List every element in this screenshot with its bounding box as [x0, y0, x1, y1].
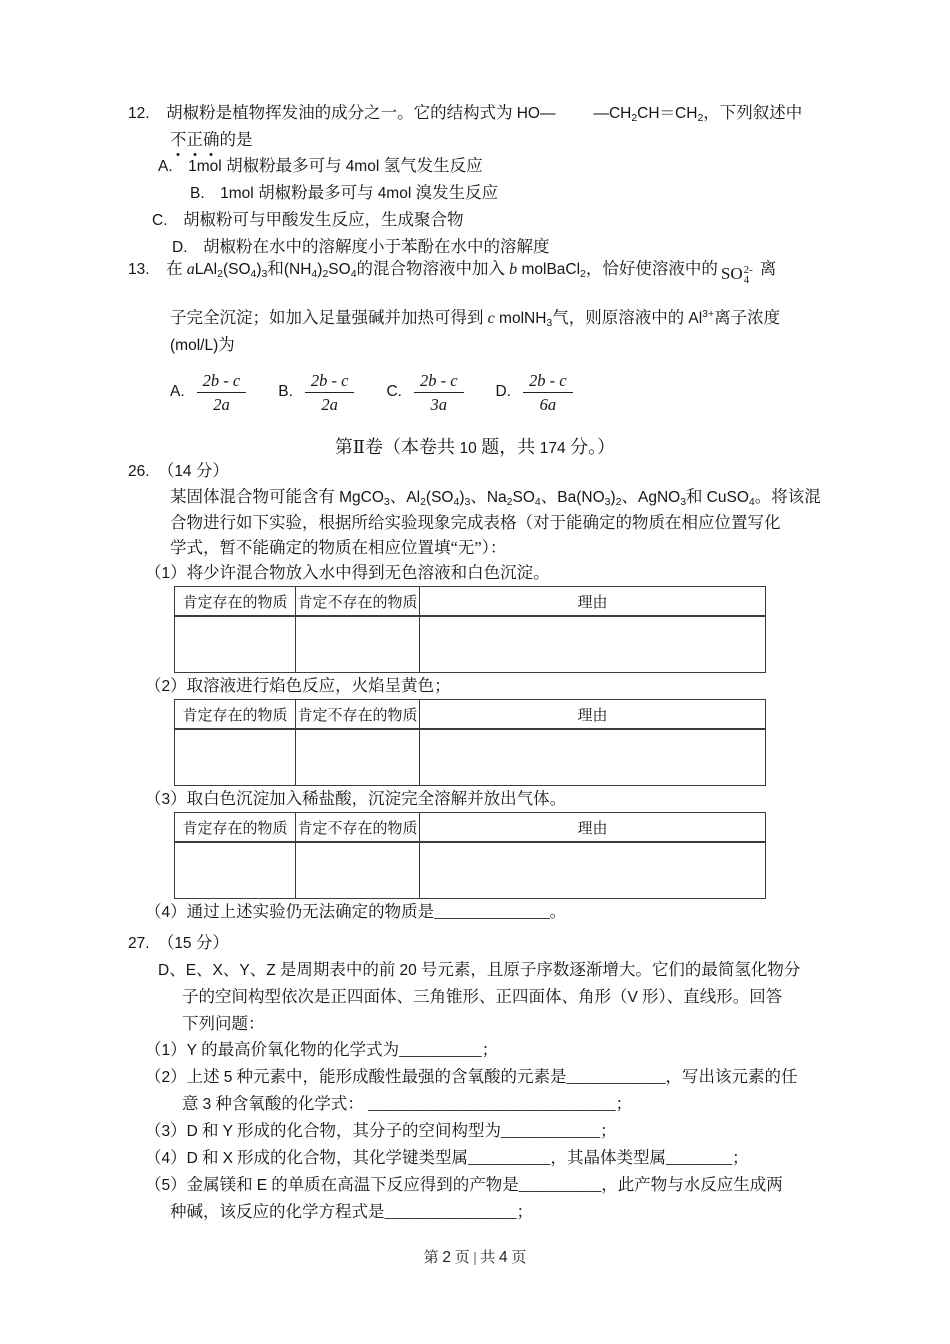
q13-option-b	[278, 370, 354, 415]
q12-stem-line-2: 不正确的是	[170, 127, 950, 153]
q27-item-5-line-1: （5）金属镁和 E 的单质在高温下反应得到的产物是__________，此产物与水反应生成两	[145, 1175, 783, 1194]
q13-stem-line-2: 子完全沉淀；如加入足量强碱并加热可得到 c molNH$_3$气，则原溶液中的 $Al^{3+}$离子浓度	[170, 308, 781, 329]
q26-table-3-answer-row	[175, 842, 766, 899]
question-13	[0, 256, 950, 419]
q12-stem-line-1: 12. 胡椒粉是植物挥发油的成分之一。它的结构式为 HO— $—CH_2CH=CH_2$，下列叙述中	[128, 103, 803, 124]
q13-stem-line-3: (mol/L)为	[170, 335, 235, 354]
table-blank-cell	[296, 729, 420, 786]
q26-table-1	[174, 586, 766, 673]
q27-heading: 27. （15 分）	[128, 933, 229, 952]
table-blank-cell	[420, 729, 766, 786]
q27-item-4: （4）D 和 X 形成的化合物，其化学键类型属__________，其晶体类型属________；	[145, 1148, 749, 1167]
question-27	[0, 930, 950, 1225]
q13-option-c-fraction: $\frac{2b - c}{3a}$	[414, 370, 464, 415]
q27-stem-line-2: 子的空间构型依次是正四面体、三角锥形、正四面体、角形（V 形）、直线形。回答	[182, 987, 783, 1006]
q26-item-1: （1）将少许混合物放入水中得到无色溶液和白色沉淀。	[145, 563, 550, 582]
q27-item-2-line-1: （2）上述 5 种元素中，能形成酸性最强的含氧酸的元素是____________，写出该元素的任	[145, 1067, 798, 1086]
q12-option-c: C. 胡椒粉可与甲酸发生反应，生成聚合物	[152, 210, 464, 229]
q26-table-2-header-row	[175, 700, 766, 730]
table-header-present: 肯定存在的物质	[175, 813, 296, 843]
q26-table-1-header-row	[175, 587, 766, 617]
table-header-present: 肯定存在的物质	[175, 700, 296, 730]
q27-item-5-line-2: 种碱，该反应的化学方程式是________________；	[170, 1202, 533, 1221]
q26-item-2: （2）取溶液进行焰色反应，火焰呈黄色；	[145, 676, 451, 695]
table-header-reason: 理由	[420, 813, 766, 843]
q26-item-4: （4）通过上述实验仍无法确定的物质是______________。	[145, 902, 567, 921]
q12-option-d: D. 胡椒粉在水中的溶解度小于苯酚在水中的溶解度	[172, 237, 550, 256]
section-2-title: 第Ⅱ卷（本卷共 10 题，共 174 分。）	[334, 437, 616, 457]
q13-options-row	[170, 365, 950, 419]
q13-option-d-fraction: $\frac{2b - c}{6a}$	[523, 370, 573, 415]
q27-stem-line-3: 下列问题：	[182, 1014, 265, 1033]
q27-stem-line-1: D、E、X、Y、Z 是周期表中的前 20 号元素，且原子序数逐渐增大。它们的最简氢化物分	[158, 960, 801, 979]
table-header-absent: 肯定不存在的物质	[296, 813, 420, 843]
q13-option-c	[386, 370, 463, 415]
q26-table-3	[174, 812, 766, 899]
q13-option-c-label: C.	[386, 383, 402, 400]
q13-option-b-label: B.	[278, 383, 293, 400]
question-26	[0, 458, 950, 925]
q27-item-1: （1）Y 的最高价氧化物的化学式为__________；	[145, 1040, 499, 1059]
q13-option-a-label: A.	[170, 383, 185, 400]
table-blank-cell	[175, 616, 296, 673]
table-blank-cell	[420, 842, 766, 899]
q26-stem-line-2: 合物进行如下实验，根据所给实验现象完成表格（对于能确定的物质在相应位置写化	[170, 513, 781, 532]
q26-table-2	[174, 699, 766, 786]
q13-option-a-fraction: $\frac{2b - c}{2a}$	[197, 370, 247, 415]
q26-table-2-answer-row	[175, 729, 766, 786]
q27-item-2-line-2: 意 3 种含氧酸的化学式： ______________________________；	[182, 1094, 632, 1113]
page-footer: 第 2 页 | 共 4 页	[423, 1249, 527, 1266]
q26-heading: 26. （14 分）	[128, 461, 229, 480]
q13-stem-line-1: 13. 在 $aLAl_2(SO_4)_3$和$(NH_4)_2SO_4$的混合物溶液中加入 b molBaCl$_2$，恰好使溶液中的 SO 2- 4 离	[128, 259, 777, 286]
table-header-present: 肯定存在的物质	[175, 587, 296, 617]
q26-table-1-answer-row	[175, 616, 766, 673]
table-header-reason: 理由	[420, 587, 766, 617]
question-12	[0, 100, 950, 261]
q13-option-d-label: D.	[495, 383, 512, 400]
table-blank-cell	[296, 842, 420, 899]
table-header-reason: 理由	[420, 700, 766, 730]
table-blank-cell	[296, 616, 420, 673]
q26-stem-line-1: 某固体混合物可能含有 MgCO$_3$、$Al_2(SO_4)_3$、$Na_2SO_4$、$Ba(NO_3)_2$、AgNO$_3$和 CuSO$_4$。将该混	[170, 487, 821, 508]
table-blank-cell	[175, 729, 296, 786]
table-blank-cell	[175, 842, 296, 899]
table-blank-cell	[420, 616, 766, 673]
table-header-absent: 肯定不存在的物质	[296, 700, 420, 730]
q26-stem-line-3: 学式，暂不能确定的物质在相应位置填“无”）：	[170, 538, 507, 557]
q26-table-3-header-row	[175, 813, 766, 843]
q27-item-3: （3）D 和 Y 形成的化合物，其分子的空间构型为____________；	[145, 1121, 617, 1140]
q13-option-a	[170, 370, 246, 415]
table-header-absent: 肯定不存在的物质	[296, 587, 420, 617]
q13-option-b-fraction: $\frac{2b - c}{2a}$	[305, 370, 355, 415]
q13-option-d	[496, 370, 573, 415]
q12-option-b: B. 1mol 胡椒粉最多可与 4mol 溴发生反应	[190, 183, 499, 202]
q26-item-3: （3）取白色沉淀加入稀盐酸，沉淀完全溶解并放出气体。	[145, 789, 567, 808]
q12-option-a: A. 1mol 胡椒粉最多可与 4mol 氢气发生反应	[158, 156, 483, 175]
